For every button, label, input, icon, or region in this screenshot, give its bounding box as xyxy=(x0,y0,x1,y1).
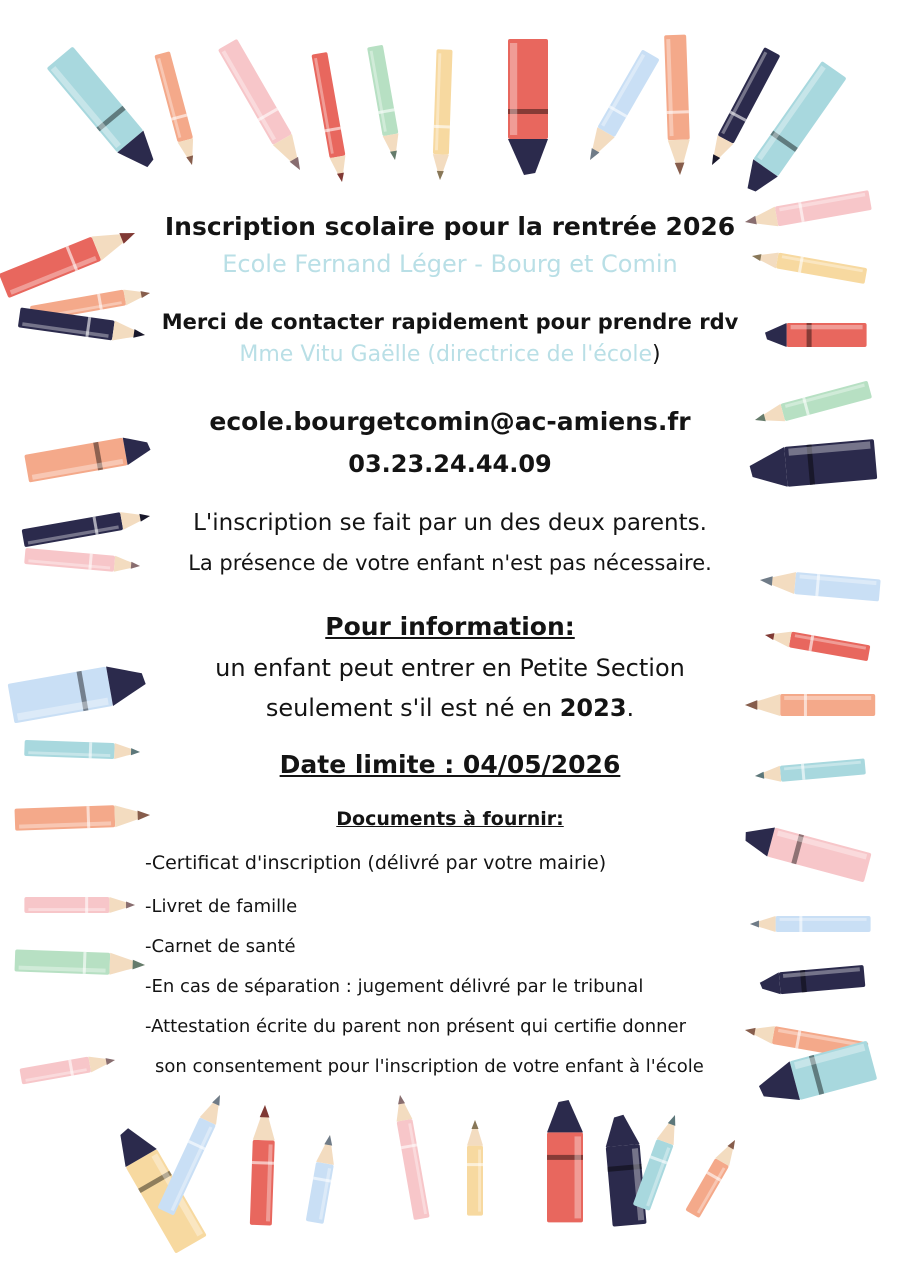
contact-request: Merci de contacter rapidement pour prendre rdv xyxy=(161,310,739,334)
info-line-2-text: seulement s'il est né en xyxy=(265,694,560,722)
school-name: Ecole Fernand Léger - Bourg et Comin xyxy=(222,250,678,278)
info-line-1: un enfant peut entrer en Petite Section xyxy=(215,654,685,682)
email-address: ecole.bourgetcomin@ac-amiens.fr xyxy=(209,407,691,436)
phone-number: 03.23.24.44.09 xyxy=(348,450,552,478)
document-item: -Certificat d'inscription (délivré par votre mairie) xyxy=(145,852,607,874)
flyer-title: Inscription scolaire pour la rentrée 2026 xyxy=(164,212,736,241)
documents-heading: Documents à fournir: xyxy=(336,808,564,830)
deadline: Date limite : 04/05/2026 xyxy=(279,750,621,779)
director-name: Mme Vitu Gaëlle (directrice de l'école xyxy=(239,342,653,367)
document-item: -Carnet de santé xyxy=(145,936,296,957)
parents-note: L'inscription se fait par un des deux parents. xyxy=(193,510,707,536)
document-item: -En cas de séparation : jugement délivré par le tribunal xyxy=(145,976,644,997)
director-line xyxy=(0,342,900,367)
info-line-2 xyxy=(0,694,900,722)
info-heading: Pour information: xyxy=(325,612,575,641)
document-item: -Attestation écrite du parent non présent qui certifie donner xyxy=(145,1016,687,1037)
info-line-2-end: . xyxy=(626,694,635,722)
director-paren: ) xyxy=(652,342,661,367)
document-item: -Livret de famille xyxy=(145,896,298,917)
info-year: 2023 xyxy=(559,694,627,722)
presence-note: La présence de votre enfant n'est pas nécessaire. xyxy=(188,551,712,575)
document-item: son consentement pour l'inscription de votre enfant à l'école xyxy=(155,1056,704,1077)
